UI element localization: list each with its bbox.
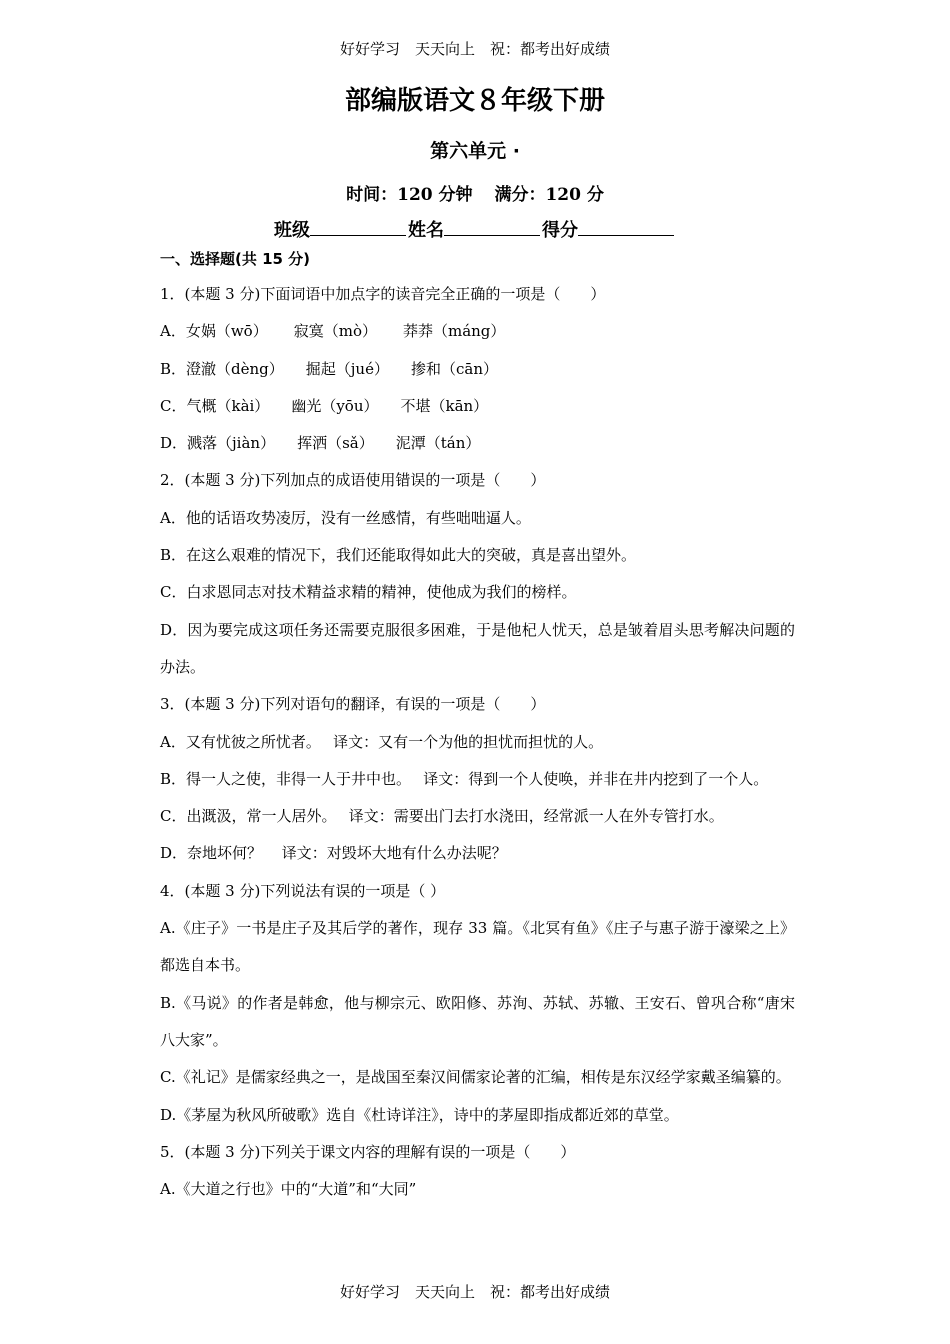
question-2-option-c: C．白求恩同志对技术精益求精的精神，使他成为我们的榜样。 [160,583,577,602]
question-4-option-c: C.《礼记》是儒家经典之一，是战国至秦汉间儒家论著的汇编，相传是东汉经学家戴圣编纂的。 [160,1068,791,1087]
page-footer: 好好学习 天天向上 祝：都考出好成绩 [339,1283,610,1301]
page-header: 好好学习 天天向上 祝：都考出好成绩 [339,40,610,58]
document-title: 部编版语文８年级下册 [344,86,605,116]
question-2-option-a: A．他的话语攻势凌厉，没有一丝感情，有些咄咄逼人。 [160,508,531,527]
option-part: 不堪（kān） [400,396,489,415]
question-5-option-a: A.《大道之行也》中的“大道”和“大同” [160,1180,417,1199]
score-blank[interactable] [578,217,674,236]
question-2-stem: 2．(本题 3 分)下列加点的成语使用错误的一项是（ ） [160,471,546,490]
time-label: 时间：120 分钟 [346,185,473,205]
option-part: D．溅落（jiàn） [160,434,276,453]
question-4-stem: 4．(本题 3 分)下列说法有误的一项是（ ） [160,881,446,900]
score-label: 满分：120 分 [494,185,604,205]
option-part: 莽莽（máng） [402,322,506,341]
question-1-stem: 1．(本题 3 分)下面词语中加点字的读音完全正确的一项是（ ） [160,285,606,303]
name-blank[interactable] [444,217,540,236]
question-4-option-b: B.《马说》的作者是韩愈，他与柳宗元、欧阳修、苏洵、苏轼、苏辙、王安石、曾巩合称“唐宋八大家”。 [160,993,795,1049]
question-3-option-b: B．得一人之使，非得一人于井中也。 译文：得到一个人使唤，并非在井内挖到了一个人。 [160,769,769,788]
option-part: B．澄澈（dèng） [160,359,284,378]
question-3-option-a: A．又有忧彼之所忧者。 译文：又有一个为他的担忧而担忧的人。 [160,732,604,751]
student-fields [0,216,950,242]
option-part: 掺和（cān） [410,359,498,378]
question-1-option-b [160,351,795,388]
class-label: 班级 [274,220,310,241]
score-field-label: 得分 [542,220,578,241]
question-2-option-b: B．在这么艰难的情况下，我们还能取得如此大的突破，真是喜出望外。 [160,546,637,565]
unit-subtitle: 第六单元 · [430,140,520,162]
option-part: 寂寞（mò） [293,322,377,341]
question-5-stem: 5．(本题 3 分)下列关于课文内容的理解有误的一项是（ ） [160,1142,576,1161]
option-part: C．气概（kài） [160,396,270,415]
exam-content [160,246,795,1208]
question-3-option-d: D．奈地坏何？ 译文：对毁坏大地有什么办法呢？ [160,844,507,863]
option-part: 幽光（yōu） [291,396,379,415]
option-part: 泥潭（tán） [395,434,481,453]
question-1-option-d [160,425,795,462]
question-2-option-d: D．因为要完成这项任务还需要克服很多困难，于是他杞人忧天，总是皱着眉头思考解决问题的办法。 [160,620,795,676]
exam-info [0,180,950,205]
question-3-stem: 3．(本题 3 分)下列对语句的翻译，有误的一项是（ ） [160,695,546,714]
class-blank[interactable] [310,217,406,236]
question-1-option-c [160,388,795,425]
option-part: A．女娲（wō） [160,322,268,341]
question-4-option-d: D.《茅屋为秋风所破歌》选自《杜诗详注》，诗中的茅屋即指成都近郊的草堂。 [160,1105,679,1124]
question-4-option-a: A.《庄子》一书是庄子及其后学的著作，现存 33 篇。《北冥有鱼》《庄子与惠子游于濠梁之上》都选自本书。 [160,919,795,975]
question-3-option-c: C．出溉汲，常一人居外。 译文：需要出门去打水浇田，经常派一人在外专管打水。 [160,807,724,826]
option-part: 掘起（jué） [305,359,389,378]
option-part: 挥洒（sǎ） [297,434,374,453]
section-heading: 一、选择题(共 15 分) [160,250,311,268]
question-1-option-a [160,313,795,350]
name-label: 姓名 [408,220,444,241]
